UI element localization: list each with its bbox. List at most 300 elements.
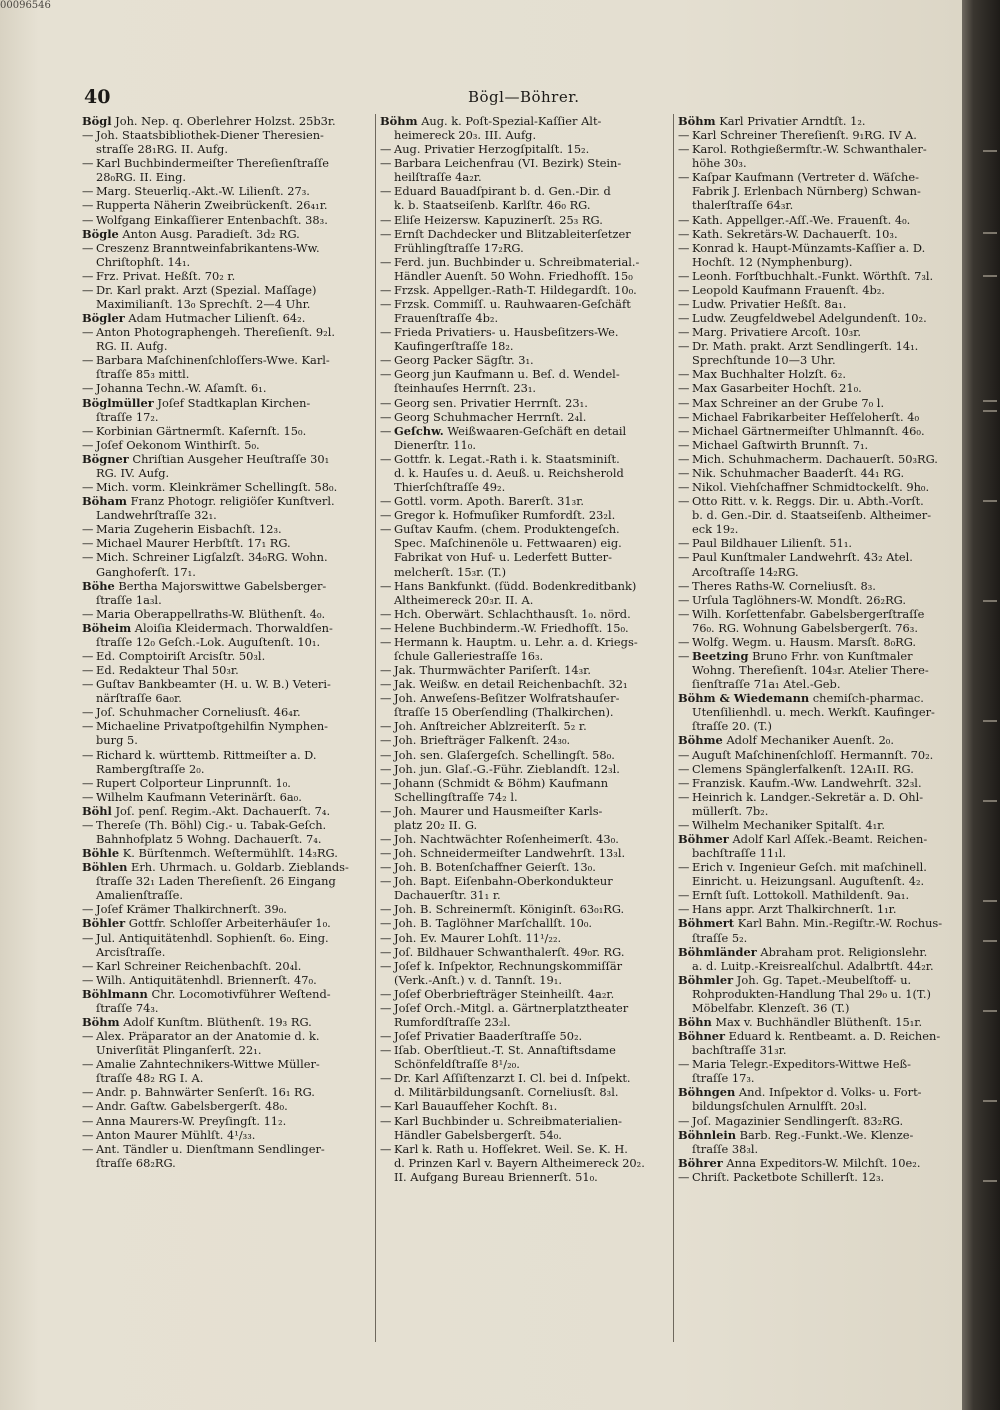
entry-text: Andr. Gaſtw. Gabelsbergerſt. 48₀.	[96, 1099, 288, 1114]
repeat-dash: —	[678, 226, 690, 241]
edge-mark	[983, 600, 997, 611]
entry-text: Chriſt. Packetbote Schillerſt. 12₃.	[692, 1169, 885, 1184]
entry-surname: Böhnlein	[678, 1127, 736, 1142]
column-3	[678, 114, 962, 1354]
entry-continuation	[380, 1015, 670, 1029]
directory-entry	[678, 269, 962, 283]
directory-entry	[380, 325, 670, 339]
entry-text: Max Schreiner an der Grube 7₀ l.	[692, 395, 885, 410]
entry-text: Auguſt Maſchinenſchloſſ. Hermannſt. 70₂.	[692, 747, 934, 762]
repeat-dash: —	[82, 480, 94, 495]
repeat-dash: —	[82, 648, 94, 663]
entry-text: Joſ. Magazinier Sendlingerſt. 83₂RG.	[692, 1113, 904, 1128]
entry-text: Joſef Orch.-Mitgl. a. Gärtnerplatztheater	[394, 1000, 629, 1015]
entry-text: Einricht. u. Heizungsanl. Auguſtenſt. 4₂.	[692, 874, 925, 889]
directory-entry	[82, 522, 374, 536]
entry-surname: Böhmert	[678, 916, 735, 931]
entry-continuation	[82, 762, 374, 776]
entry-text: Ferd. jun. Buchbinder u. Schreibmaterial.-	[394, 254, 640, 269]
repeat-dash: —	[82, 536, 94, 551]
repeat-dash: —	[380, 860, 392, 875]
directory-entry	[678, 916, 962, 930]
entry-text: platz 20₂ II. G.	[394, 817, 478, 832]
repeat-dash: —	[380, 325, 392, 340]
directory-entry	[380, 860, 670, 874]
entry-text: Gregor k. Hofmuſiker Rumfordſt. 23₂l.	[394, 508, 616, 523]
repeat-dash: —	[82, 268, 94, 283]
entry-text: Arcisſtraſſe.	[96, 944, 166, 959]
entry-continuation	[678, 156, 962, 170]
entry-text: Gottfr. Schloſſer Arbeiterhäuſer 1₀.	[128, 916, 331, 931]
entry-text: Joh. Maurer und Hausmeiſter Karls-	[394, 803, 603, 818]
entry-text: Franzisk. Kaufm.-Ww. Landwehrſt. 32₃l.	[692, 775, 922, 790]
repeat-dash: —	[82, 775, 94, 790]
entry-text: Arcoſtraſſe 14₂RG.	[692, 564, 799, 579]
entry-text: d. Militärbildungsanſt. Corneliusſt. 8₃l.	[394, 1085, 619, 1100]
entry-text: Hans appr. Arzt Thalkirchnerſt. 1₁r.	[692, 902, 897, 917]
directory-entry	[380, 691, 670, 705]
entry-text: chemiſch-pharmac.	[812, 691, 924, 706]
entry-text: Karl Buchbinder u. Schreibmaterialien-	[394, 1113, 623, 1128]
repeat-dash: —	[380, 958, 392, 973]
directory-entry	[380, 367, 670, 381]
directory-entry	[82, 114, 374, 128]
directory-entry	[380, 114, 670, 128]
directory-entry	[82, 438, 374, 452]
directory-entry	[678, 114, 962, 128]
repeat-dash: —	[380, 1029, 392, 1044]
repeat-dash: —	[678, 409, 690, 424]
directory-entry	[82, 804, 374, 818]
directory-entry	[678, 762, 962, 776]
entry-text: ſtraſſe 48₂ RG I. A.	[96, 1071, 204, 1086]
directory-entry	[380, 1071, 670, 1085]
repeat-dash: —	[380, 733, 392, 748]
entry-text: Amalie Zahntechnikers-Wittwe Müller-	[96, 1057, 320, 1072]
entry-continuation	[82, 1043, 374, 1057]
entry-continuation	[678, 522, 962, 536]
repeat-dash: —	[678, 339, 690, 354]
entry-text: Joh. sen. Glaſergeſch. Schellingſt. 58₀.	[394, 747, 615, 762]
entry-surname: Böhmler	[678, 972, 734, 987]
repeat-dash: —	[380, 663, 392, 678]
repeat-dash: —	[678, 550, 690, 565]
repeat-dash: —	[380, 1113, 392, 1128]
directory-entry	[82, 198, 374, 212]
entry-text: Georg Packer Sägſtr. 3₁.	[394, 353, 534, 368]
entry-surname: Böhrer	[678, 1155, 723, 1170]
repeat-dash: —	[82, 663, 94, 678]
entry-text: Dr. Math. prakt. Arzt Sendlingerſt. 14₁.	[692, 339, 919, 354]
directory-entry	[82, 1142, 374, 1156]
directory-entry	[678, 213, 962, 227]
entry-text: Otto Ritt. v. k. Reggs. Dir. u. Abth.-Vorſt.	[692, 494, 924, 509]
directory-entry	[678, 1156, 962, 1170]
entry-text: Thereſe (Th. Böhl) Cig.- u. Tabak-Geſch.	[96, 817, 327, 832]
entry-text: Erh. Uhrmach. u. Goldarb. Zieblands-	[131, 860, 349, 875]
entry-surname: Böhe	[82, 578, 115, 593]
entry-continuation	[82, 635, 374, 649]
entry-continuation	[678, 1043, 962, 1057]
directory-entry	[380, 156, 670, 170]
repeat-dash: —	[678, 789, 690, 804]
entry-text: Maria Telegr.-Expeditors-Wittwe Heß-	[692, 1057, 911, 1072]
directory-entry	[678, 410, 962, 424]
directory-entry	[82, 1128, 374, 1142]
repeat-dash: —	[380, 677, 392, 692]
repeat-dash: —	[678, 817, 690, 832]
directory-entry	[380, 508, 670, 522]
entry-continuation	[82, 565, 374, 579]
entry-surname: Bögle	[82, 226, 119, 241]
directory-entry	[678, 832, 962, 846]
repeat-dash: —	[380, 1141, 392, 1156]
entry-text: Wilh. Antiquitätenhdl. Briennerſt. 47₀.	[96, 972, 317, 987]
entry-continuation	[82, 733, 374, 747]
directory-entry	[380, 255, 670, 269]
entry-continuation	[678, 621, 962, 635]
entry-text: Frz. Privat. Heßſt. 70₂ r.	[96, 268, 236, 283]
repeat-dash: —	[678, 761, 690, 776]
entry-text: Univerſität Plinganſerſt. 22₁.	[96, 1043, 262, 1058]
entry-continuation	[380, 705, 670, 719]
directory-entry	[678, 593, 962, 607]
entry-text: Karol. Rothgießermſtr.-W. Schwanthaler-	[692, 142, 927, 157]
directory-entry	[678, 790, 962, 804]
entry-text: Abraham prot. Religionslehr.	[760, 944, 928, 959]
entry-text: Karl Bauaufſeher Kochſt. 8₁.	[394, 1099, 558, 1114]
entry-text: Mich. Schreiner Ligſalzſt. 34₀RG. Wohn.	[96, 550, 328, 565]
repeat-dash: —	[82, 1099, 94, 1114]
entry-continuation	[82, 367, 374, 381]
repeat-dash: —	[380, 831, 392, 846]
repeat-dash: —	[380, 409, 392, 424]
entry-text: Guſtav Bankbeamter (H. u. W. B.) Veteri-	[96, 677, 331, 692]
entry-text: ſtraſſe 15 Oberſendling (Thalkirchen).	[394, 705, 614, 720]
directory-entry	[678, 691, 962, 705]
entry-continuation	[678, 719, 962, 733]
entry-text: Wolfg. Wegm. u. Hausm. Marsſt. 8₀RG.	[692, 634, 917, 649]
entry-continuation	[82, 1001, 374, 1015]
directory-entry	[82, 424, 374, 438]
directory-entry	[82, 353, 374, 367]
entry-text: Clemens Spänglerfalkenſt. 12A₁II. RG.	[692, 761, 914, 776]
entry-continuation	[380, 1057, 670, 1071]
entry-text: Joſ. Schuhmacher Corneliusſt. 46₄r.	[96, 705, 301, 720]
entry-text: Maximilianſt. 13₀ Sprechſt. 2—4 Uhr.	[96, 297, 311, 312]
entry-continuation	[678, 705, 962, 719]
directory-entry	[380, 804, 670, 818]
running-head: Bögl—Böhrer.	[468, 88, 580, 106]
entry-text: Joh. Nep. q. Oberlehrer Holzst. 25b3r.	[115, 114, 336, 128]
directory-entry	[678, 466, 962, 480]
entry-continuation	[380, 888, 670, 902]
directory-entry	[678, 424, 962, 438]
entry-text: Aug. k. Poſt-Spezial-Kaſſier Alt-	[421, 114, 602, 128]
directory-entry	[678, 325, 962, 339]
repeat-dash: —	[82, 423, 94, 438]
directory-entry	[82, 480, 374, 494]
directory-entry	[82, 719, 374, 733]
entry-continuation	[82, 832, 374, 846]
entry-text: Anna Maurers-W. Preyſingſt. 11₂.	[96, 1113, 287, 1128]
repeat-dash: —	[380, 578, 392, 593]
entry-text: ſtraſſe 74₃.	[96, 1000, 159, 1015]
directory-entry	[678, 367, 962, 381]
entry-text: Aug. Privatier Herzogſpitalſt. 15₂.	[394, 142, 590, 157]
directory-entry	[380, 719, 670, 733]
entry-text: Aloiſia Kleidermach. Thorwaldſen-	[134, 620, 333, 635]
entry-text: müllerſt. 7b₂.	[692, 803, 769, 818]
directory-entry	[82, 931, 374, 945]
entry-text: Marg. Steuerliq.-Akt.-W. Lilienſt. 27₃.	[96, 184, 310, 199]
entry-continuation	[380, 790, 670, 804]
entry-text: Chriſtian Ausgeher Heuſtraſſe 30₁	[132, 451, 330, 466]
entry-text: Amalienſtraſſe.	[96, 888, 184, 903]
repeat-dash: —	[82, 240, 94, 255]
entry-surname: Böhler	[82, 916, 126, 931]
entry-text: Ludw. Privatier Heßſt. 8a₁.	[692, 297, 847, 312]
entry-text: Utenſilienhdl. u. mech. Werkſt. Kaufinger-	[692, 705, 935, 720]
directory-entry	[678, 1128, 962, 1142]
entry-continuation	[678, 846, 962, 860]
entry-text: Max Buchhalter Holzſt. 6₂.	[692, 367, 846, 382]
repeat-dash: —	[380, 620, 392, 635]
entry-continuation	[678, 508, 962, 522]
entry-text: ſtraſſe 20. (T.)	[692, 719, 772, 734]
entry-text: Karl k. Rath u. Hofſekret. Weil. Se. K. H.	[394, 1141, 628, 1156]
repeat-dash: —	[380, 297, 392, 312]
directory-entry	[82, 959, 374, 973]
entry-continuation	[82, 508, 374, 522]
entry-text: Joſef k. Inſpektor, Rechnungskommiſſär	[394, 958, 623, 973]
directory-entry	[380, 959, 670, 973]
entry-text: Marg. Privatiere Arcoſt. 10₃r.	[692, 325, 861, 340]
repeat-dash: —	[678, 480, 690, 495]
repeat-dash: —	[678, 437, 690, 452]
directory-entry	[678, 494, 962, 508]
directory-entry	[678, 480, 962, 494]
entry-text: Konrad k. Haupt-Münzamts-Kaſſier a. D.	[692, 240, 926, 255]
repeat-dash: —	[678, 311, 690, 326]
directory-entry	[678, 142, 962, 156]
entry-text: Joh. B. Taglöhner Marſchallſt. 10₀.	[394, 916, 593, 931]
entry-text: Max Gasarbeiter Hochſt. 21₀.	[692, 381, 862, 396]
edge-mark	[983, 410, 997, 421]
entry-text: Ernſt ſuſt. Lottokoll. Mathildenſt. 9a₁.	[692, 888, 910, 903]
entry-text: ſtraſſe 5₂.	[692, 930, 748, 945]
directory-entry	[82, 621, 374, 635]
entry-text: Eliſe Heizersw. Kapuzinerſt. 25₃ RG.	[394, 212, 603, 227]
repeat-dash: —	[82, 747, 94, 762]
entry-text: d. k. Hauſes u. d. Aeuß. u. Reichsherold	[394, 465, 624, 480]
entry-continuation	[678, 565, 962, 579]
repeat-dash: —	[82, 705, 94, 720]
entry-text: Frzsk. Commiſſ. u. Rauhwaaren-Geſchäft	[394, 297, 631, 312]
directory-entry	[380, 283, 670, 297]
entry-text: ſtraſſe 85₃ mittl.	[96, 367, 190, 382]
entry-text: Anton Maurer Mühlſt. 4¹/₃₃.	[96, 1127, 256, 1142]
entry-text: eck 19₂.	[692, 522, 739, 537]
entry-continuation	[82, 691, 374, 705]
entry-text: Adam Hutmacher Lilienſt. 64₂.	[128, 311, 306, 326]
directory-entry	[380, 874, 670, 888]
entry-text: Alex. Präparator an der Anatomie d. k.	[96, 1029, 320, 1044]
directory-entry	[82, 1114, 374, 1128]
directory-entry	[678, 649, 962, 663]
entry-text: Joſef Stadtkaplan Kirchen-	[157, 395, 311, 410]
entry-text: Barbara Maſchinenſchloſſers-Wwe. Karl-	[96, 353, 330, 368]
repeat-dash: —	[678, 282, 690, 297]
directory-entry	[380, 184, 670, 198]
entry-surname: Böheim	[82, 620, 132, 635]
entry-text: Frühlingſtraſſe 17₂RG.	[394, 240, 524, 255]
repeat-dash: —	[380, 367, 392, 382]
directory-entry	[678, 776, 962, 790]
directory-entry	[82, 311, 374, 325]
entry-continuation	[380, 1156, 670, 1170]
entry-text: Schellingſtraſſe 74₂ l.	[394, 789, 518, 804]
repeat-dash: —	[380, 142, 392, 157]
directory-entry	[82, 156, 374, 170]
entry-continuation	[82, 593, 374, 607]
column-1	[82, 114, 374, 1354]
repeat-dash: —	[380, 761, 392, 776]
entry-text: Ed. Comptoiriſt Arcisſtr. 50₃l.	[96, 648, 266, 663]
repeat-dash: —	[380, 1043, 392, 1058]
entry-text: II. Aufgang Bureau Briennerſt. 51₀.	[394, 1169, 598, 1184]
edge-mark	[983, 800, 997, 811]
entry-text: Hermann k. Hauptm. u. Lehr. a. d. Kriegs-	[394, 634, 638, 649]
entry-text: ſienſtraſſe 71a₁ Atel.-Geb.	[692, 677, 841, 692]
entry-text: Joſef Oekonom Winthirſt. 5₀.	[96, 437, 260, 452]
entry-text: Landwehrſtraſſe 32₁.	[96, 508, 217, 523]
directory-entry	[678, 1057, 962, 1071]
entry-text: Wilhelm Kaufmann Veterinärſt. 6a₀.	[96, 789, 302, 804]
entry-text: Gottl. vorm. Apoth. Barerſt. 31₃r.	[394, 494, 585, 509]
entry-continuation	[678, 184, 962, 198]
entry-text: Karl Schreiner Reichenbachſt. 20₄l.	[96, 958, 302, 973]
entry-text: Max v. Buchhändler Blüthenſt. 15₁r.	[715, 1015, 923, 1029]
directory-entry	[380, 733, 670, 747]
directory-entry	[380, 579, 670, 593]
directory-entry	[380, 832, 670, 846]
entry-continuation	[380, 438, 670, 452]
directory-entry	[678, 396, 962, 410]
entry-text: Joſ. Bildhauer Schwanthalerſt. 49₀r. RG.	[394, 944, 625, 959]
entry-text: Jak. Weißw. en detail Reichenbachſt. 32₁	[394, 677, 628, 692]
entry-text: Iſab. Oberſtlieut.-T. St. Annaſtiftsdame	[394, 1043, 616, 1058]
entry-text: ſtraſſe 17₃.	[692, 1071, 755, 1086]
entry-text: Karl Buchbindermeiſter Thereſienſtraſſe	[96, 156, 329, 171]
entry-continuation	[380, 565, 670, 579]
repeat-dash: —	[82, 1029, 94, 1044]
entry-continuation	[380, 269, 670, 283]
entry-continuation	[82, 170, 374, 184]
entry-surname: Böhlmann	[82, 986, 148, 1001]
directory-entry	[678, 860, 962, 874]
repeat-dash: —	[678, 423, 690, 438]
directory-entry	[380, 494, 670, 508]
entry-text: Joh. Schneidermeiſter Landwehrſt. 13₃l.	[394, 846, 626, 861]
entry-text: Ed. Redakteur Thal 50₃r.	[96, 663, 239, 678]
edge-mark	[983, 1010, 997, 1021]
repeat-dash: —	[82, 719, 94, 734]
entry-continuation	[380, 241, 670, 255]
entry-text: Guſtav Kaufm. (chem. Produktengeſch.	[394, 522, 620, 537]
repeat-dash: —	[82, 550, 94, 565]
directory-entry	[82, 902, 374, 916]
repeat-dash: —	[380, 451, 392, 466]
repeat-dash: —	[82, 381, 94, 396]
repeat-dash: —	[380, 1099, 392, 1114]
repeat-dash: —	[678, 451, 690, 466]
repeat-dash: —	[82, 212, 94, 227]
directory-entry	[380, 663, 670, 677]
repeat-dash: —	[678, 592, 690, 607]
entry-text: Richard k. württemb. Rittmeiſter a. D.	[96, 747, 317, 762]
entry-text: Möbelfabr. Klenzeſt. 36 (T.)	[692, 1000, 850, 1015]
column-rule-2	[673, 114, 674, 1342]
directory-entry	[82, 677, 374, 691]
entry-text: ſtraſſe 68₂RG.	[96, 1155, 176, 1170]
repeat-dash: —	[380, 747, 392, 762]
directory-entry	[678, 227, 962, 241]
entry-text: höhe 30₃.	[692, 156, 747, 171]
entry-text: Ganghoferſt. 17₁.	[96, 564, 196, 579]
entry-surname: Böhm	[678, 114, 716, 128]
entry-text: Wilhelm Mechaniker Spitalſt. 4₁r.	[692, 817, 885, 832]
directory-entry	[380, 931, 670, 945]
entry-text: Mich. Schuhmacherm. Dachauerſt. 50₃RG.	[692, 451, 938, 466]
entry-text: Anton Photographengeh. Thereſienſt. 9₂l.	[96, 325, 335, 340]
entry-text: Dr. Karl Aſſiſtenzarzt I. Cl. bei d. Inſpekt.	[394, 1071, 631, 1086]
entry-text: Gottfr. k. Legat.-Rath i. k. Staatsminiſt.	[394, 451, 620, 466]
directory-entry	[82, 269, 374, 283]
entry-continuation	[678, 987, 962, 1001]
entry-text: heilſtraſſe 4a₂r.	[394, 170, 482, 185]
directory-entry	[380, 987, 670, 1001]
repeat-dash: —	[380, 944, 392, 959]
repeat-dash: —	[380, 1000, 392, 1015]
directory-entry	[380, 621, 670, 635]
entry-continuation	[380, 1170, 670, 1184]
directory-entry	[380, 916, 670, 930]
repeat-dash: —	[678, 648, 690, 663]
entry-continuation	[380, 1085, 670, 1099]
entry-surname: Böhle	[82, 846, 120, 861]
entry-text: Adolf Karl Aſſek.-Beamt. Reichen-	[732, 831, 928, 846]
directory-entry	[380, 1099, 670, 1113]
entry-text: Georg Schuhmacher Herrnſt. 2₄l.	[394, 409, 587, 424]
directory-entry	[380, 945, 670, 959]
entry-continuation	[380, 311, 670, 325]
entry-text: Creszenz Branntweinfabrikantens-Ww.	[96, 240, 320, 255]
directory-entry	[678, 1085, 962, 1099]
directory-entry	[82, 705, 374, 719]
entry-text: Franz Photogr. religiöſer Kunſtverl.	[130, 494, 335, 509]
directory-entry	[82, 325, 374, 339]
entry-text: Joſ. penſ. Regim.-Akt. Dachauerſt. 7₄.	[115, 803, 331, 818]
entry-continuation	[678, 1142, 962, 1156]
repeat-dash: —	[380, 212, 392, 227]
repeat-dash: —	[380, 930, 392, 945]
directory-entry	[678, 973, 962, 987]
directory-entry	[380, 776, 670, 790]
entry-continuation	[380, 973, 670, 987]
edge-mark	[983, 275, 997, 286]
directory-entry	[82, 550, 374, 564]
